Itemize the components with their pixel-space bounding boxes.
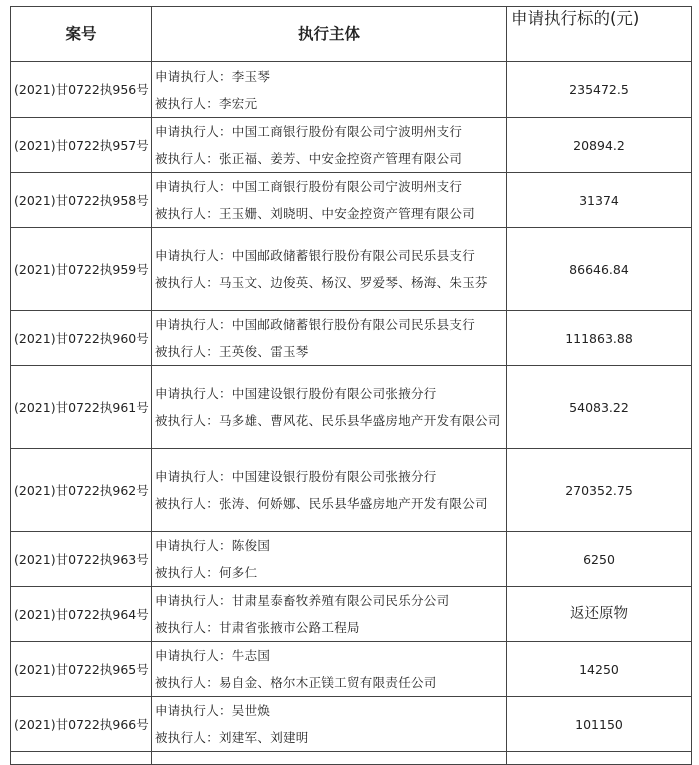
applicant-text: 申请执行人：中国建设银行股份有限公司张掖分行 [155,469,437,484]
amount-value: 235472.5 [507,62,692,118]
table-row [11,228,692,311]
table-row [11,366,692,449]
enforcement-case-table [10,6,692,765]
amount-value [507,752,692,765]
amount-value: 111863.88 [507,311,692,366]
respondent-text: 被执行人：张正福、姜芳、中安金控资产管理有限公司 [155,151,463,166]
applicant-text: 申请执行人：中国工商银行股份有限公司宁波明州支行 [155,124,463,139]
table-row [11,532,692,587]
applicant-text: 申请执行人：牛志国 [155,648,271,663]
case-number: (2021)甘0722执958号 [11,173,152,228]
respondent-text: 被执行人：易自金、格尔木正镁工贸有限责任公司 [155,675,437,690]
respondent-text: 被执行人：马玉文、边俊英、杨汉、罗爱琴、杨海、朱玉芬 [155,275,488,290]
execution-subject [152,449,507,532]
amount-value: 101150 [507,697,692,752]
amount-value: 54083.22 [507,366,692,449]
applicant-text: 申请执行人：中国工商银行股份有限公司宁波明州支行 [155,179,463,194]
respondent-text: 被执行人：李宏元 [155,95,258,111]
header-case-no: 案号 [11,7,152,62]
execution-subject [152,311,507,366]
amount-value: 6250 [507,532,692,587]
table-row [11,311,692,366]
execution-subject [152,642,507,697]
applicant-text: 申请执行人：李玉琴 [155,68,271,84]
execution-subject [152,173,507,228]
respondent-text: 被执行人：何多仁 [155,565,258,580]
table-row [11,642,692,697]
case-number [11,752,152,765]
table-header-row [11,7,692,62]
case-number: (2021)甘0722执964号 [11,587,152,642]
execution-subject [152,366,507,449]
respondent-text: 被执行人：马多雄、曹风花、民乐县华盛房地产开发有限公司 [155,413,501,428]
case-number: (2021)甘0722执966号 [11,697,152,752]
respondent-text: 被执行人：王英俊、雷玉琴 [155,344,309,359]
amount-value: 返还原物 [507,587,692,642]
table-row [11,587,692,642]
applicant-text: 申请执行人：中国邮政储蓄银行股份有限公司民乐县支行 [155,248,476,263]
amount-value: 270352.75 [507,449,692,532]
amount-value: 20894.2 [507,118,692,173]
execution-subject [152,752,507,765]
execution-subject [152,62,507,118]
table-row [11,697,692,752]
respondent-text: 被执行人：张涛、何娇娜、民乐县华盛房地产开发有限公司 [155,496,488,511]
case-number: (2021)甘0722执959号 [11,228,152,311]
execution-subject [152,228,507,311]
respondent-text: 被执行人：甘肃省张掖市公路工程局 [155,620,360,635]
respondent-text: 被执行人：刘建军、刘建明 [155,730,309,745]
header-subject: 执行主体 [152,7,507,62]
case-number: (2021)甘0722执956号 [11,62,152,118]
applicant-text: 申请执行人：甘肃星泰畜牧养殖有限公司民乐分公司 [155,593,450,608]
table-row [11,173,692,228]
execution-subject [152,587,507,642]
applicant-text: 申请执行人：陈俊国 [155,538,271,553]
execution-subject [152,118,507,173]
applicant-text: 申请执行人：吴世焕 [155,703,271,718]
table-row [11,62,692,118]
execution-subject [152,532,507,587]
table-row-partial [11,752,692,765]
applicant-text: 申请执行人：中国建设银行股份有限公司张掖分行 [155,386,437,401]
applicant-text: 申请执行人：中国邮政储蓄银行股份有限公司民乐县支行 [155,317,476,332]
amount-value: 86646.84 [507,228,692,311]
amount-value: 14250 [507,642,692,697]
header-amount: 申请执行标的(元) [507,7,692,62]
case-number: (2021)甘0722执965号 [11,642,152,697]
table-row [11,118,692,173]
table-row [11,449,692,532]
case-number: (2021)甘0722执963号 [11,532,152,587]
case-number: (2021)甘0722执962号 [11,449,152,532]
respondent-text: 被执行人：王玉姗、刘晓明、中安金控资产管理有限公司 [155,206,476,221]
case-number: (2021)甘0722执960号 [11,311,152,366]
amount-value: 31374 [507,173,692,228]
execution-subject [152,697,507,752]
case-number: (2021)甘0722执961号 [11,366,152,449]
case-number: (2021)甘0722执957号 [11,118,152,173]
